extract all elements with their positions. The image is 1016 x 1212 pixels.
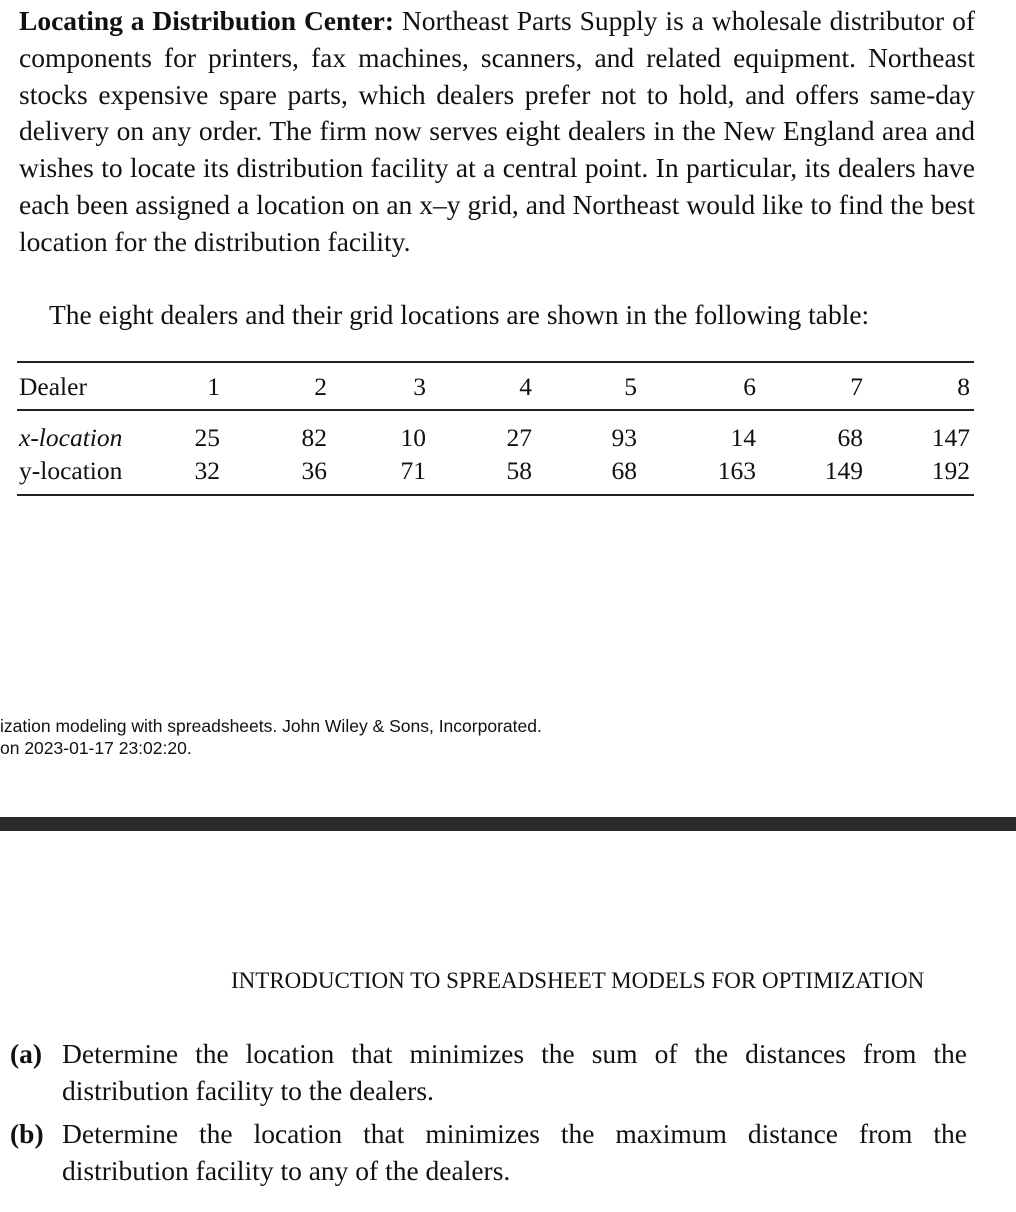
dealer-number-3: 3 [413,372,426,401]
table-top-rule [17,361,974,363]
dealer-number-4: 4 [519,372,532,401]
dealer-number-1: 1 [207,372,220,401]
problem-body: Northeast Parts Supply is a wholesale distributor of components for printers, fax machines, scanners, and related equipment. Northeast stocks expensive spare parts, which dealers prefer not to hold, and offers same-day delivery on any order. The firm now serves eight dealers in the New England area and wishes to locate its distribution facility at a central point. In particular, its dealers have each been assigned a location on an x–y grid, and Northeast would like to find the best location for the distribution facility. [19,5,975,257]
problem-title: Locating a Distribution Center: [19,5,395,36]
x-location-cell-2: 82 [301,423,327,452]
y-location-cell-3: 71 [400,456,426,485]
dealer-number-8: 8 [957,372,970,401]
dealer-number-6: 6 [743,372,756,401]
table-intro: The eight dealers and their grid locations are shown in the following table: [49,299,870,330]
x-location-cell-8: 147 [931,423,970,452]
question-b-text: Determine the location that minimizes the maximum distance from the distribution facility to any of the dealers. [62,1118,967,1186]
row-label-x-text: x-location [19,423,123,452]
page-break-divider [0,817,1016,831]
dealer-number-7: 7 [850,372,863,401]
table-header-label: Dealer [19,372,87,401]
y-location-cell-6: 163 [717,456,756,485]
row-label-y [19,456,122,486]
x-location-cell-6: 14 [730,423,756,452]
x-location-cell-7: 68 [837,423,863,452]
y-location-cell-8: 192 [931,456,970,485]
y-location-cell-4: 58 [506,456,532,485]
question-b-label: (b) [10,1118,44,1149]
running-head: INTRODUCTION TO SPREADSHEET MODELS FOR OPTIMIZATION [231,968,925,993]
table-header-rule [17,409,974,411]
dealer-number-5: 5 [624,372,637,401]
problem-paragraph [19,3,975,261]
x-location-cell-1: 25 [194,423,220,452]
x-location-cell-5: 93 [611,423,637,452]
y-location-cell-7: 149 [824,456,863,485]
y-location-cell-1: 32 [194,456,220,485]
table-bottom-rule [17,494,974,496]
x-location-cell-4: 27 [506,423,532,452]
x-location-cell-3: 10 [400,423,426,452]
download-timestamp: on 2023-01-17 23:02:20. [0,738,192,758]
y-location-cell-2: 36 [301,456,327,485]
question-a-text: Determine the location that minimizes the sum of the distances from the distribution facility to the dealers. [62,1038,967,1106]
row-label-y-text: y-location [19,456,123,485]
citation-line: ization modeling with spreadsheets. John Wiley & Sons, Incorporated. [0,716,542,736]
question-a-label: (a) [10,1038,43,1069]
row-label-x [19,423,122,453]
y-location-cell-5: 68 [611,456,637,485]
dealer-number-2: 2 [314,372,327,401]
